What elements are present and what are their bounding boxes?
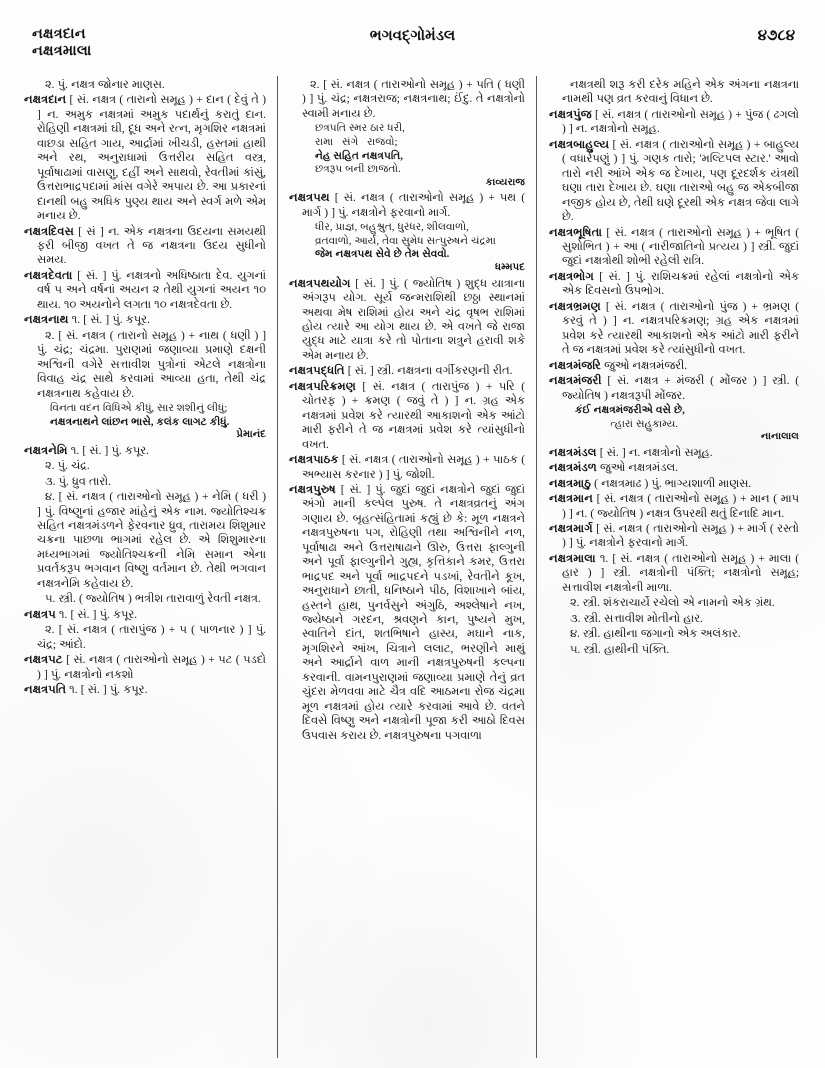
column-3 xyxy=(537,74,799,1060)
entry-definition: [ સં. નક્ષત્ર ( તારાઓનો સમૂહ ) + પાઠક ( અભ્યાસ કરનાર ) ] પું. જોશી. xyxy=(302,454,525,481)
entry-definition: [ સં. નક્ષત્ર + મંજરી ( મોંજર ) ] સ્ત્રી. ( જ્યોતિષ ) નક્ષત્રરૂપી મોંજર. xyxy=(562,375,799,402)
headword: નક્ષત્રમંજરિ xyxy=(549,359,601,372)
entry-definition: જુઓ નક્ષત્રમંડલ. xyxy=(596,462,678,475)
entry-nakshatrap xyxy=(24,608,266,622)
sense-nakshatrapati-2 xyxy=(289,78,525,121)
entry-definition: ૧. [ સં. ] પું. કપૂર. xyxy=(55,608,138,621)
sense-nakshatra-jonar xyxy=(24,78,266,92)
verse-line: વ્રતવાળો, આર્ય, તેવા સુમેધ સત્પુરુષને ચંદ્રમા xyxy=(315,235,496,247)
headword: નક્ષત્રમાઠુ xyxy=(549,477,591,490)
entry-definition: [ સં. નક્ષત્ર ( તારાઓનો સમૂહ ) + પથ ( માર્ગ ) ] પું. નક્ષત્રોને ફરવાનો માર્ગ. xyxy=(302,192,525,219)
verse-line: નક્ષત્રનાથને લાંછન ભાસે, કલંક લાગટ કીધું. xyxy=(50,416,230,428)
verse-attribution: ધમ્મપદ xyxy=(495,262,525,274)
entry-nakshatranath xyxy=(24,313,266,327)
verse-line: કંઈ નક્ષત્રમંજરીએ વસે છે, xyxy=(575,404,685,416)
book-title: ભગવદ્ગોમંડલ xyxy=(369,28,456,44)
sense-nakshatramala-4 xyxy=(549,627,799,641)
entry-nakshatrabhog xyxy=(549,270,799,299)
verse-nakshatrapati xyxy=(289,122,525,189)
entry-definition: [ સં. નક્ષત્ર ( તારાઓનો પુંજ ) + ભ્રમણ ( કરવું તે ) ] ન. નક્ષત્રપરિક્રમણ; ગ્રહ એક નક્ષત્રમાં પ્રવેશ કરે ત્યારથી આકાશનો એક આંટો મારી ફરીને તે જ નક્ષત્રમાં પ્રવેશ કરે ત્યાંસુધીનો વખત. xyxy=(562,300,799,357)
verse-line: છત્રપતિ સ્મર ઠાર ધરી, xyxy=(315,123,405,135)
sense-text: ૫. સ્ત્રી. હાથીની પંક્તિ. xyxy=(570,643,670,656)
sense-nakshatranemi-5 xyxy=(24,592,266,606)
headword: નક્ષત્રમાલા xyxy=(549,552,596,565)
entry-nakshatramanjari xyxy=(549,374,799,403)
cont-nakshatrapurush xyxy=(549,78,799,107)
headword: નક્ષત્રમાન xyxy=(549,493,593,506)
sense-text: ૨. પું. ચંદ્ર. xyxy=(45,460,90,473)
entry-nakshatrabahulya xyxy=(549,138,799,225)
verse-attribution: પ્રેમાનંદ xyxy=(236,429,266,441)
sense-text: ૨. સ્ત્રી. શંકરાચાર્યે રચેલો એ નામનો એક ગ્રંથ. xyxy=(570,597,775,610)
entry-definition: [ સં. નક્ષત્ર ( તારાઓનો સમૂહ ) + ભૂષિત ( સુશોભિત ) + આ ( નારીજાતિનો પ્રત્યય ) ] સ્ત્રી. જુદાં જુદાં નક્ષત્રોથી શોભી રહેલી રાત્રિ. xyxy=(562,226,799,268)
entry-definition: [ સં. ] પું. રાશિચક્રમાં રહેલાં નક્ષત્રોનો એક એક દિવસનો ઉપભોગ. xyxy=(562,270,799,298)
entry-nakshatrabhraman xyxy=(549,300,799,358)
headword: નક્ષત્રપ xyxy=(24,608,56,621)
entry-definition: [ સં ] ન. એક નક્ષત્રના ઉદયના સમયથી ફરી બીજી વખત તે જ નક્ષત્રના ઉદય સુધીનો સમય. xyxy=(37,225,266,267)
column-2 xyxy=(278,74,536,1060)
sense-nakshatrap-2 xyxy=(24,623,266,652)
sense-text: ૪. સ્ત્રી. હાથીના જગાનો એક અલંકાર. xyxy=(570,628,741,641)
running-head-left-line1: નક્ષત્રદાન xyxy=(32,26,86,42)
entry-definition: [ સં. નક્ષત્ર ( તારાઓનો સમૂહ ) + પુંજ ( ઢગલો ) ] ન. નક્ષત્રોનો સમૂહ. xyxy=(562,108,799,136)
headword: નક્ષત્રપટ xyxy=(24,654,63,667)
entry-nakshatramandu xyxy=(549,477,799,491)
entry-definition: [ સં. ] પું. જુદાં જુદાં નક્ષત્રોને જુદાં જુદાં અંગો માની કલ્પેલ પુરુષ. તે નક્ષત્રવ્રતનું અંગ ગણાય છે. બૃહત્સંહિતામાં કહ્યું છે કે: મૂળ નક્ષત્રને નક્ષત્રપુરુષના પગ, રોહિણી તથા અશ્વિનીને નળ, પૂર્વાષાઢા અને ઉત્તરાષાઢાને ઊરુ, ઉત્તરા ફાલ્ગુની અને પૂર્વા ફાલ્ગુનીને ગુહ્ય, કૃત્તિકાને કમર, ઉત્તરા ભાદ્રપદ અને પૂર્વા ભાદ્રપદને પડખાં, રેવતીને કૂખ, અનુરાધાને છાતી, ધનિષ્ઠાને પીઠ, વિશાખાને બાંય, હસ્તને હાથ, પુનર્વસુને અંગુઠિ, અશ્લેષાને નખ, જ્યેષ્ઠાને ગરદન, શ્રવણને કાન, પુષ્યને મુખ, સ્વાતિને દાંત, શતભિષાને હાસ્ય, મઘાને નાક, મૃગશિરને આંખ, ચિત્રાને લલાટ, ભરણીને માથું અને આર્દ્રાને વાળ માની નક્ષત્રપુરુષની કલ્પના કરવાની. વામનપુરાણમાં જણાવ્યા પ્રમાણે તેનું વ્રત ચુંદરા મેળવવા માટે ચૈત્ર વદિ આઠમના રોજ ચંદ્રમા મૂળ નક્ષત્રમાં હોય ત્યારે કરવામાં આવે છે. વતને દિવસે વિષ્ણુ અને નક્ષત્રોની પૂજા કરી આઠો દિવસ ઉપવાસ કરાય છે. નક્ષત્રપુરુષના પગવાળા xyxy=(302,483,525,742)
entry-definition: [ સં. નક્ષત્ર ( તારાઓનો સમૂહ ) + બાહુલ્ય ( વધારેપણું ) ] પું. ગણક તારો; 'મલ્ટિપલ સ્ટાર.' આવો તારો નરી આંખે એક જ દેખાય, પણ દૂરદર્શક યંત્રથી ઘણા તારા દેખાય છે. ઘણા તારાઓ બહુ જ એકબીજા નજીક હોય છે, તેથી ઘણે દૂરથી એક નક્ષત્ર જેવા લાગે છે. xyxy=(562,138,799,224)
headword: નક્ષત્રબાહુલ્ય xyxy=(549,138,610,151)
sense-text: ૨. [ સં. નક્ષત્ર ( તારાપુંજ ) + પ ( પાળનાર ) ] પું. ચંદ્ર; આંદો. xyxy=(37,624,266,651)
sense-text: નક્ષત્રથી શરૂ કરી દરેક મહિને એક અંગના નક્ષત્રના નામથી પણ વ્રત કરવાનું વિધાન છે. xyxy=(562,79,799,106)
headword: નક્ષત્રભ્રમણ xyxy=(549,300,601,313)
verse-nakshatramanjari xyxy=(549,404,799,444)
entry-definition: [ સં. નક્ષત્ર ( તારાઓનો સમૂહ ) + પટ ( પડદો ) ] પું. નક્ષત્રોનો નકશો xyxy=(37,654,266,681)
sense-text: ૨. [ સં. નક્ષત્ર ( તારાનો સમૂહ ) + નાથ ( ધણી ) ] પું. ચંદ્ર; ચંદ્રમા. પુરાણમાં જણાવ્યા પ્રમાણે દક્ષની અશ્વિની વગેરે સત્તાવીશ પુત્રોનાં એટલે નક્ષત્રોના વિવાહ ચંદ્ર સાથે કરવામાં આવ્યા હતા, તેથી ચંદ્ર નક્ષત્રનાથ કહેવાય છે. xyxy=(37,329,266,400)
column-1 xyxy=(24,74,277,1060)
headword: નક્ષત્રમંજરી xyxy=(549,375,602,388)
entry-definition: ( નક્ષત્રમાઢ ) પું. ભાગ્યશાળી માણસ. xyxy=(590,477,752,490)
headword: નક્ષત્રપુંજ xyxy=(549,108,592,121)
entry-nakshatrapati xyxy=(24,683,266,697)
headword: નક્ષત્રપાઠક xyxy=(289,454,339,467)
entry-definition: [ સં. નક્ષત્ર ( તારાઓનો સમૂહ ) + માર્ગ ( રસ્તો ) ] પું. નક્ષત્રોને ફરવાનો માર્ગ. xyxy=(562,523,799,550)
headword: નક્ષત્રમંડલ xyxy=(549,446,597,459)
entry-nakshatramarg xyxy=(549,522,799,551)
headword: નક્ષત્રભૂષિતા xyxy=(549,226,603,239)
sense-text: ૨. [ સં. નક્ષત્ર ( તારાઓનો સમૂહ ) + પતિ ( ધણી ) ] પું. ચંદ્ર; નક્ષત્રરાજ; નક્ષત્રનાથ; ઈંદુ. તે નક્ષત્રોનો સ્વામી મનાય છે. xyxy=(302,79,525,120)
entry-definition: [ સં. નક્ષત્ર ( તારાનો સમૂહ ) + દાન ( દેવું તે ) ] ન. અમુક નક્ષત્રમાં અમુક પદાર્થનું કરાતું દાન. રોહિણી નક્ષત્રમાં ઘી, દૂધ અને રત્ન, મૃગશિર નક્ષત્રમાં વાછડા સહિત ગાય, આર્દ્રામાં ખીચડી, હસ્તમાં હાથી અને રથ, અનુરાધામાં ઉત્તરીય સહિત વસ્ત્ર, પૂર્વાષાઢામાં વાસણુ, દહીં અને સાથવો, રેવતીમાં કાંસું, ઉત્તરાભાદ્રપદામાં માંસ વગેરે અપાય છે. આ પ્રકારનાં દાનથી બહુ અધિક પુણ્ય થાય અને સ્વર્ગ મળે એમ મનાય છે. xyxy=(37,94,266,223)
running-head-left-line2: નક્ષત્રમાલા xyxy=(32,43,92,59)
headword: નક્ષત્રપથ xyxy=(289,192,330,205)
sense-nakshatramala-3 xyxy=(549,612,799,626)
headword: નક્ષત્રમંડળ xyxy=(549,462,597,475)
sense-text: ૫. સ્ત્રી. ( જ્યોતિષ ) ભત્રીશ તારાવાળું રેવતી નક્ષત્ર. xyxy=(45,593,261,606)
headword: નક્ષત્રનેમિ xyxy=(24,444,68,457)
entry-nakshatramandal xyxy=(549,446,799,460)
entry-nakshatrapathayog xyxy=(289,277,525,364)
running-head xyxy=(28,26,797,74)
sense-nakshatranemi-2 xyxy=(24,459,266,473)
entry-nakshatrapunj xyxy=(549,108,799,137)
entry-definition: ૧. [ સં. નક્ષત્ર ( તારાઓનો સમૂહ ) + માલા ( હાર ) ] સ્ત્રી. નક્ષત્રોની પંક્તિ; નક્ષત્રોનો સમૂહ; સત્તાવીશ નક્ષત્રોની માળા. xyxy=(562,552,799,594)
sense-nakshatranemi-3 xyxy=(24,475,266,489)
headword: નક્ષત્રપતિ xyxy=(24,684,67,696)
headword: નક્ષત્રપુરુષ xyxy=(289,483,336,496)
entry-nakshatraparikraman xyxy=(289,380,525,452)
verse-line: છત્રરૂપ બની છાજતો. xyxy=(315,164,401,176)
verse-nakshatranath xyxy=(24,402,266,442)
entry-nakshatranemi xyxy=(24,444,266,458)
headword: નક્ષત્રપથયોગ xyxy=(289,277,351,290)
entry-nakshatramanjari-var xyxy=(549,359,799,373)
verse-nakshatrapath xyxy=(289,221,525,274)
sense-text: ૨. પું. નક્ષત્ર જોનાર માણસ. xyxy=(45,79,165,91)
sense-nakshatranemi-4 xyxy=(24,490,266,591)
entry-definition: [ સં. ] સ્ત્રી. નક્ષત્રના વર્ગીકરણની રીત. xyxy=(344,365,513,378)
verse-line: રામા સંગે રાજવો; xyxy=(315,136,398,148)
headword: નક્ષત્રદેવતા xyxy=(24,269,73,282)
verse-line: ત્હારાં સહુકામ્ય. xyxy=(575,418,679,430)
headword: નક્ષત્રમાર્ગ xyxy=(549,523,593,536)
headword: નક્ષત્રનાથ xyxy=(24,314,69,327)
verse-attribution: કાવ્યરાજ xyxy=(485,176,525,188)
entry-nakshatrapaddhati xyxy=(289,364,525,378)
verse-attribution: નાનાલાલ xyxy=(760,431,799,443)
entry-definition: જુઓ નક્ષત્રમંજરી. xyxy=(600,359,688,372)
headword: નક્ષત્રદાન xyxy=(24,94,67,107)
headword: નક્ષત્રપદ્ધતિ xyxy=(289,365,345,378)
entry-nakshatramandal-var xyxy=(549,461,799,475)
entry-definition: [ સં. નક્ષત્ર ( તારાપુંજ ) + પરિ ( ચોતરફ ) + ક્રમણ ( જવું તે ) ] ન. ગ્રહ એક નક્ષત્રમાં પ્રવેશ કરે ત્યારથી આકાશનો એક આંટો મારી ફરીને તે જ નક્ષત્રમાં પ્રવેશ કરે ત્યાંસુધીનો વખત. xyxy=(302,380,525,451)
entry-nakshatradevata xyxy=(24,269,266,312)
entry-nakshatrapathak xyxy=(289,453,525,482)
page-number: ૪૭૮૪ xyxy=(757,28,795,44)
sense-text: ૩. સ્ત્રી. સત્તાવીશ મોતીનો હાર. xyxy=(570,612,703,625)
entry-nakshatrapat xyxy=(24,653,266,682)
sense-nakshatramala-2 xyxy=(549,596,799,610)
sense-text: ૪. [ સં. નક્ષત્ર ( તારાઓનો સમૂહ ) + નેમિ ( ધરી ) ] પું. વિષ્ણુનાં હજાર માંહેનું એક નામ. જ્યોતિશ્ચક્ર સહિત નક્ષત્રમંડળને ફેરવનાર ધ્રુવ, તારામય શિશુમાર ચક્રના પાછળા ભાગમાં રહેલ છે. એ શિશુમારના મધ્યભાગમાં જ્યોતિશ્ચક્રની નેમિ સમાન એના પ્રવર્તકરૂપ ભગવાન વિષ્ણુ વર્તમાન છે. તેથી ભગવાન નક્ષત્રનેમિ કહેવાય છે. xyxy=(37,491,266,590)
entry-definition: [ સં. ] પું. ( જ્યોતિષ ) શુદ્ધ યાત્રાના અંગરૂપ યોગ. સૂર્ય જન્મરાશિથી છઠ્ઠા સ્થાનમાં અથવા મેષ રાશિમાં હોય અને ચંદ્ર વૃષભ રાશિમાં હોય ત્યારે આ યોગ થાય છે. એ વખતે જે રાજા યુદ્ધ માટે યાત્રા કરે તો પોતાના શત્રુને હરાવી શકે એમ મનાય છે. xyxy=(302,277,525,362)
entry-nakshatradan xyxy=(24,93,266,223)
verse-line: જેમ નક્ષત્રપથ સેવે છે તેમ સેવવો. xyxy=(315,249,450,261)
entry-definition: ૧. [ સં. ] પું. કપૂર. xyxy=(66,684,148,696)
verse-line: ધીર, પ્રાજ્ઞ, બહુશ્રુત, ધુરંધર, શીલવાળો, xyxy=(315,222,469,234)
entry-nakshatrabhushita xyxy=(549,226,799,269)
entry-nakshatraman xyxy=(549,492,799,521)
entry-definition: [ સં. ] પું. નક્ષત્રનો અધિષ્ઠાતા દેવ. યુગનાં વર્ષ ૫ અને વર્ષનાં અયન ૨ તેથી યુગનાં અયન ૧૦ થાય. ૧૦ અયનોને લગતા ૧૦ નક્ષત્રદેવતા છે. xyxy=(37,269,266,311)
entry-definition: [ સં. ] ન. નક્ષત્રોનો સમૂહ. xyxy=(596,446,713,459)
sense-text: ૩. પું. ધ્રુવ તારો. xyxy=(45,475,111,488)
entry-definition: ૧. [ સં. ] પું. કપૂર. xyxy=(67,444,150,457)
entry-nakshatramala xyxy=(549,552,799,595)
entry-definition: [ સં. નક્ષત્ર ( તારાઓનો સમૂહ ) + માન ( માપ ) ] ન. ( જ્યોતિષ ) નક્ષત્ર ઉપરથી થતું દિનાદિ માન. xyxy=(562,493,799,520)
sense-nakshatramala-5 xyxy=(549,643,799,657)
entry-definition: ૧. [ સં. ] પું. કપૂર. xyxy=(68,314,150,327)
sense-nakshatranath-2 xyxy=(24,329,266,401)
entry-nakshatrapurush xyxy=(289,483,525,743)
verse-line: નેહ સહિત નક્ષત્રપતિ, xyxy=(315,150,403,162)
headword: નક્ષત્રદિવસ xyxy=(24,225,74,238)
entry-nakshatrapath xyxy=(289,191,525,220)
headword: નક્ષત્રપરિક્રમણ xyxy=(289,380,356,393)
column-container xyxy=(24,74,807,1060)
verse-line: વિનતા વદન વિધિએ કીધું, સાર શશીનું લીધું; xyxy=(50,402,228,414)
entry-nakshatradivas xyxy=(24,225,266,268)
headword: નક્ષત્રભોગ xyxy=(549,270,594,283)
